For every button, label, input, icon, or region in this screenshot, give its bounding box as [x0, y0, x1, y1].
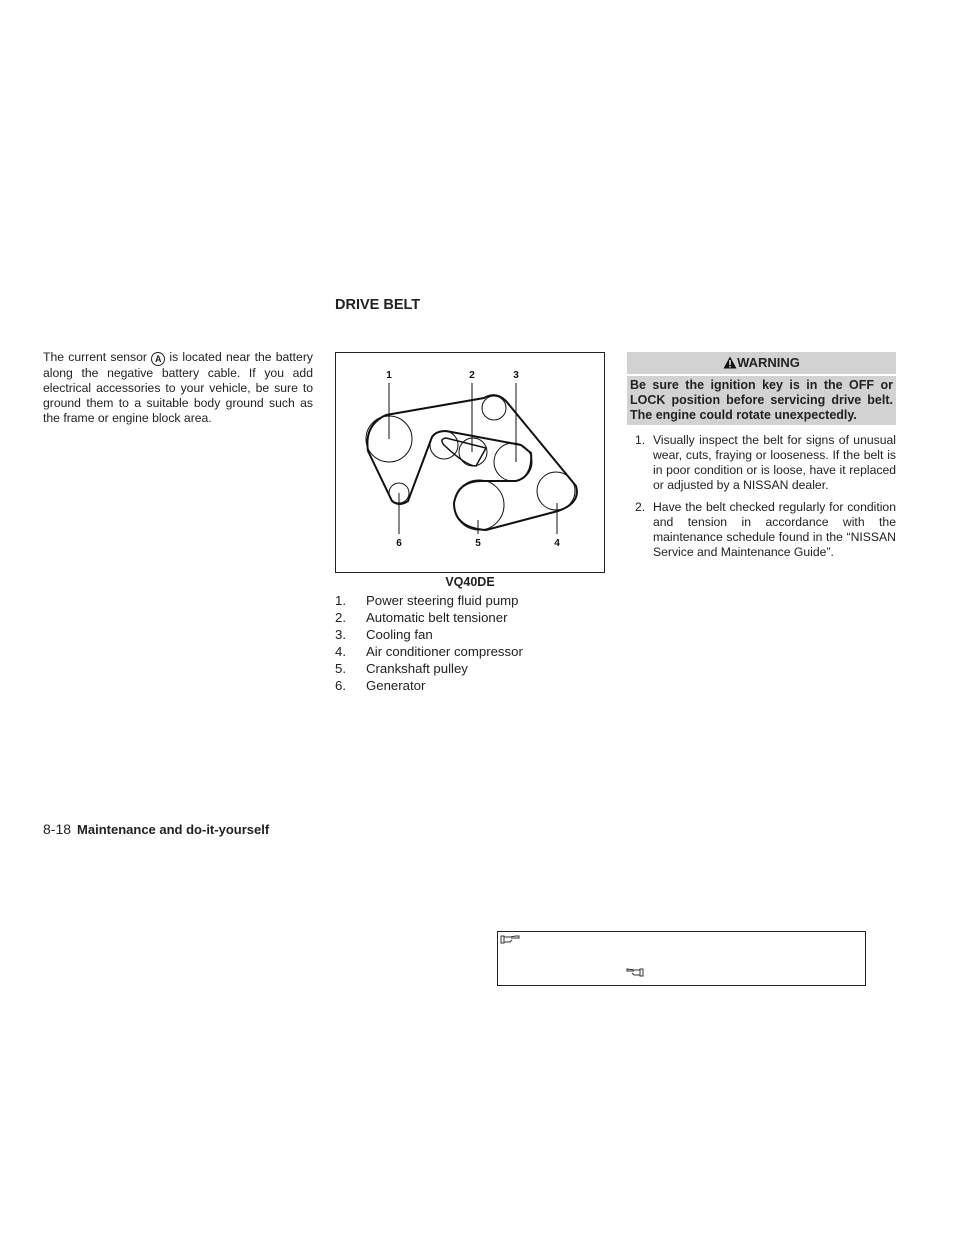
item-number: 6. — [335, 678, 346, 693]
idler-pulley — [482, 396, 506, 420]
tensioner-belt — [442, 438, 486, 466]
current-sensor-paragraph — [43, 350, 313, 426]
warning-title: WARNING — [737, 355, 800, 370]
step-text: Visually inspect the belt for signs of unusual wear, cuts, fraying or looseness. If the belt is in poor condition or is loose, have it replaced or adjusted by a NISSAN dealer. — [653, 433, 896, 492]
item-number: 5. — [335, 661, 346, 676]
label-3: 3 — [513, 370, 519, 381]
item-label: Cooling fan — [366, 627, 433, 642]
label-6: 6 — [396, 538, 402, 549]
figure-caption: VQ40DE — [445, 575, 495, 589]
item-label: Automatic belt tensioner — [366, 610, 508, 625]
item-label: Generator — [366, 678, 426, 693]
list-item — [335, 609, 523, 626]
warning-body: Be sure the ignition key is in the OFF or LOCK position before servicing drive belt. The engine could rotate unexpectedly. — [627, 376, 896, 425]
step-1 — [630, 433, 896, 493]
step-number: 2. — [635, 500, 646, 514]
list-item — [335, 626, 523, 643]
item-number: 2. — [335, 610, 346, 625]
label-2: 2 — [469, 370, 475, 381]
pointing-hand-left-icon — [626, 967, 644, 977]
item-label: Air conditioner compressor — [366, 644, 523, 659]
list-item — [335, 677, 523, 694]
list-item — [335, 660, 523, 677]
label-1: 1 — [386, 370, 392, 381]
step-number: 1. — [635, 433, 646, 447]
warning-header — [627, 352, 896, 374]
list-item — [335, 643, 523, 660]
parts-list — [335, 592, 523, 694]
step-text: Have the belt checked regularly for condition and tension in accordance with the maintenance schedule found in the “NISSAN Service and Maintenance Guide”. — [653, 500, 896, 559]
paragraph-text: The current sensor — [43, 350, 152, 364]
item-label: Power steering fluid pump — [366, 593, 519, 608]
paragraph-text: is located near the battery along the negative battery cable. If you add electrical accessories to your vehicle, be sure to ground them to a suitable body ground such as the frame or engine block area. — [43, 350, 313, 425]
item-number: 1. — [335, 593, 346, 608]
label-4: 4 — [554, 538, 560, 549]
page-footer — [43, 821, 269, 837]
sensor-marker-a: A — [151, 352, 165, 366]
note-box — [497, 931, 866, 986]
step-2 — [630, 500, 896, 560]
item-number: 3. — [335, 627, 346, 642]
drive-belt-diagram — [335, 352, 605, 573]
page-number: 8-18 — [43, 821, 72, 837]
warning-triangle-icon — [723, 356, 737, 369]
pointing-hand-right-icon — [500, 934, 520, 944]
list-item — [335, 592, 523, 609]
footer-section-title: Maintenance and do-it-yourself — [77, 822, 270, 837]
label-5: 5 — [475, 538, 481, 549]
section-heading: DRIVE BELT — [335, 297, 421, 313]
item-number: 4. — [335, 644, 346, 659]
item-label: Crankshaft pulley — [366, 661, 468, 676]
